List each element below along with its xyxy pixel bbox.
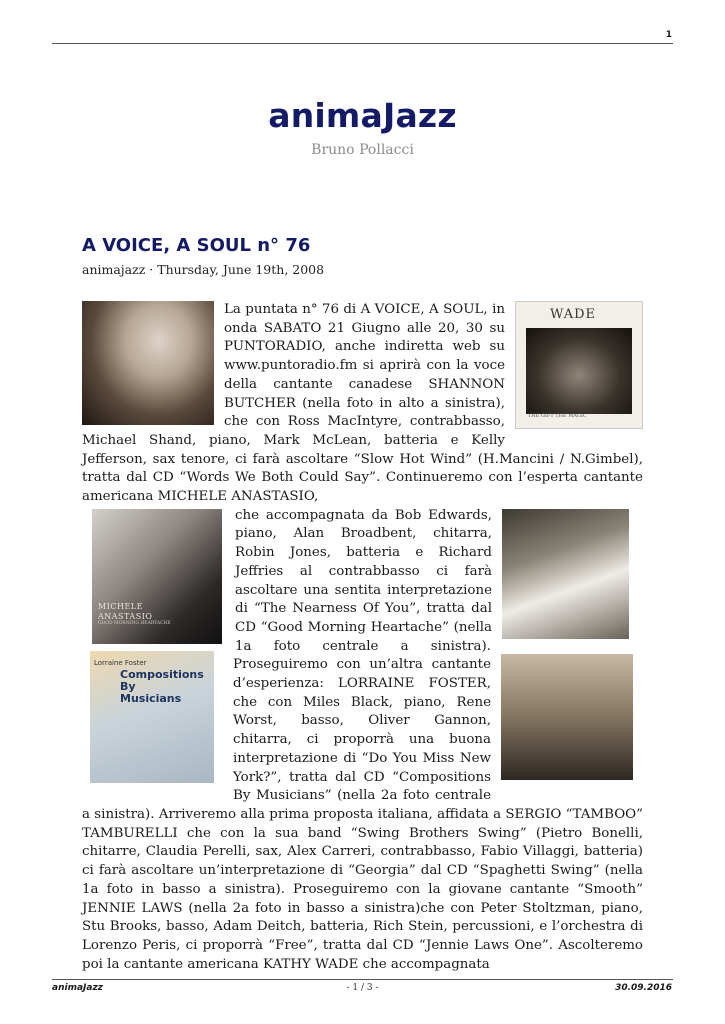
- anastasio-cover-caption: GOOD MORNING HEARTACHE: [98, 621, 171, 627]
- photo-kathy-wade-cover: [515, 301, 643, 429]
- wade-cover-artist: WADE: [550, 307, 597, 322]
- wade-cover-caption: THE GIFT THE MAGIC: [528, 413, 587, 420]
- site-subtitle: Bruno Pollacci: [311, 142, 414, 158]
- post-meta: animajazz · Thursday, June 19th, 2008: [82, 262, 325, 277]
- post-title[interactable]: A VOICE, A SOUL n° 76: [82, 235, 311, 256]
- photo-sergio-tamburelli: [502, 509, 629, 639]
- post-paragraph-1: La puntata n° 76 di A VOICE, A SOUL, in onda SABATO 21 Giugno alle 20, 30 su PUNTORADIO, anche indiretta web su www.puntoradio.fm si aprirà con la voce della cantante canadese SHANNON BUTCHER (nella foto in alto a sinistra), che con Ross MacIntyre, contrabbasso, Michael Shand, piano, Mark McLean, batteria e Kelly Jefferson, sax tenore, ci farà ascoltare “Slow Hot Wind” (H.Mancini / N.Gimbel), tratta dal CD “Words We Both Could Say”. Continueremo con l’esperta cantante americana MICHELE ANASTASIO,: [82, 302, 643, 505]
- page-number: 1: [665, 30, 672, 40]
- site-title[interactable]: animaJazz: [268, 96, 457, 135]
- photo-shannon-butcher: [82, 301, 214, 425]
- footer-page-count: - 1 / 3 -: [346, 983, 379, 993]
- foster-cover-title: Compositions By Musicians: [120, 667, 204, 705]
- anastasio-cover-artist: MICHELE ANASTASIO: [98, 601, 153, 621]
- photo-lorraine-foster-cover: [90, 651, 214, 783]
- post-paragraph-2: che accompagnata da Bob Edwards, piano, Alan Broadbent, chitarra, Robin Jones, batteria e Richard Jeffries al contrabbasso ci farà ascoltare una sentita interpretazione di “The Nearness Of You”, tratta dal CD “Good Morning Heartache” (nella 1a foto centrale a sinistra). Proseguiremo con un’altra cantante d’esperienza: LORRAINE FOSTER, che con Miles Black, piano, Rene Worst, basso, Oliver Gannon, chitarra, ci proporrà una buona interpretazione di “Do You Miss New York?”, tratta dal CD “Compositions By Musicians” (nella 2a foto centrale a sinistra). Arriveremo alla prima proposta italiana, affidata a SERGIO “TAMBOO” TAMBURELLI che con la sua band “Swing Brothers Swing” (Pietro Bonelli, chitarre, Claudia Perelli, sax, Alex Carreri, contrabbasso, Fabio Villaggi, batteria) ci farà ascoltare un’interpretazione di “Georgia” dal CD “Spaghetti Swing” (nella 1a foto in basso a sinistra). Proseguiremo con la giovane cantante “Smooth” JENNIE LAWS (nella 2a foto in basso a sinistra)che con Peter Stoltzman, piano, Stu Brooks, basso, Adam Deitch, batteria, Rich Stein, percussioni, e l’orchestra di Lorenzo Peris, ci proporrà “Free”, tratta dal CD “Jennie Laws One”. Ascolteremo poi la cantante americana KATHY WADE che accompagnata: [82, 507, 643, 972]
- photo-jennie-laws: [501, 654, 633, 780]
- post-content: [82, 301, 643, 974]
- footer-site-name: animaJazz: [52, 983, 103, 993]
- foster-cover-artist: Lorraine Foster: [94, 658, 147, 667]
- photo-michele-anastasio-cover: [92, 509, 222, 644]
- footer-rule: [52, 979, 673, 980]
- footer-date: 30.09.2016: [615, 983, 672, 993]
- header-rule: [52, 43, 673, 44]
